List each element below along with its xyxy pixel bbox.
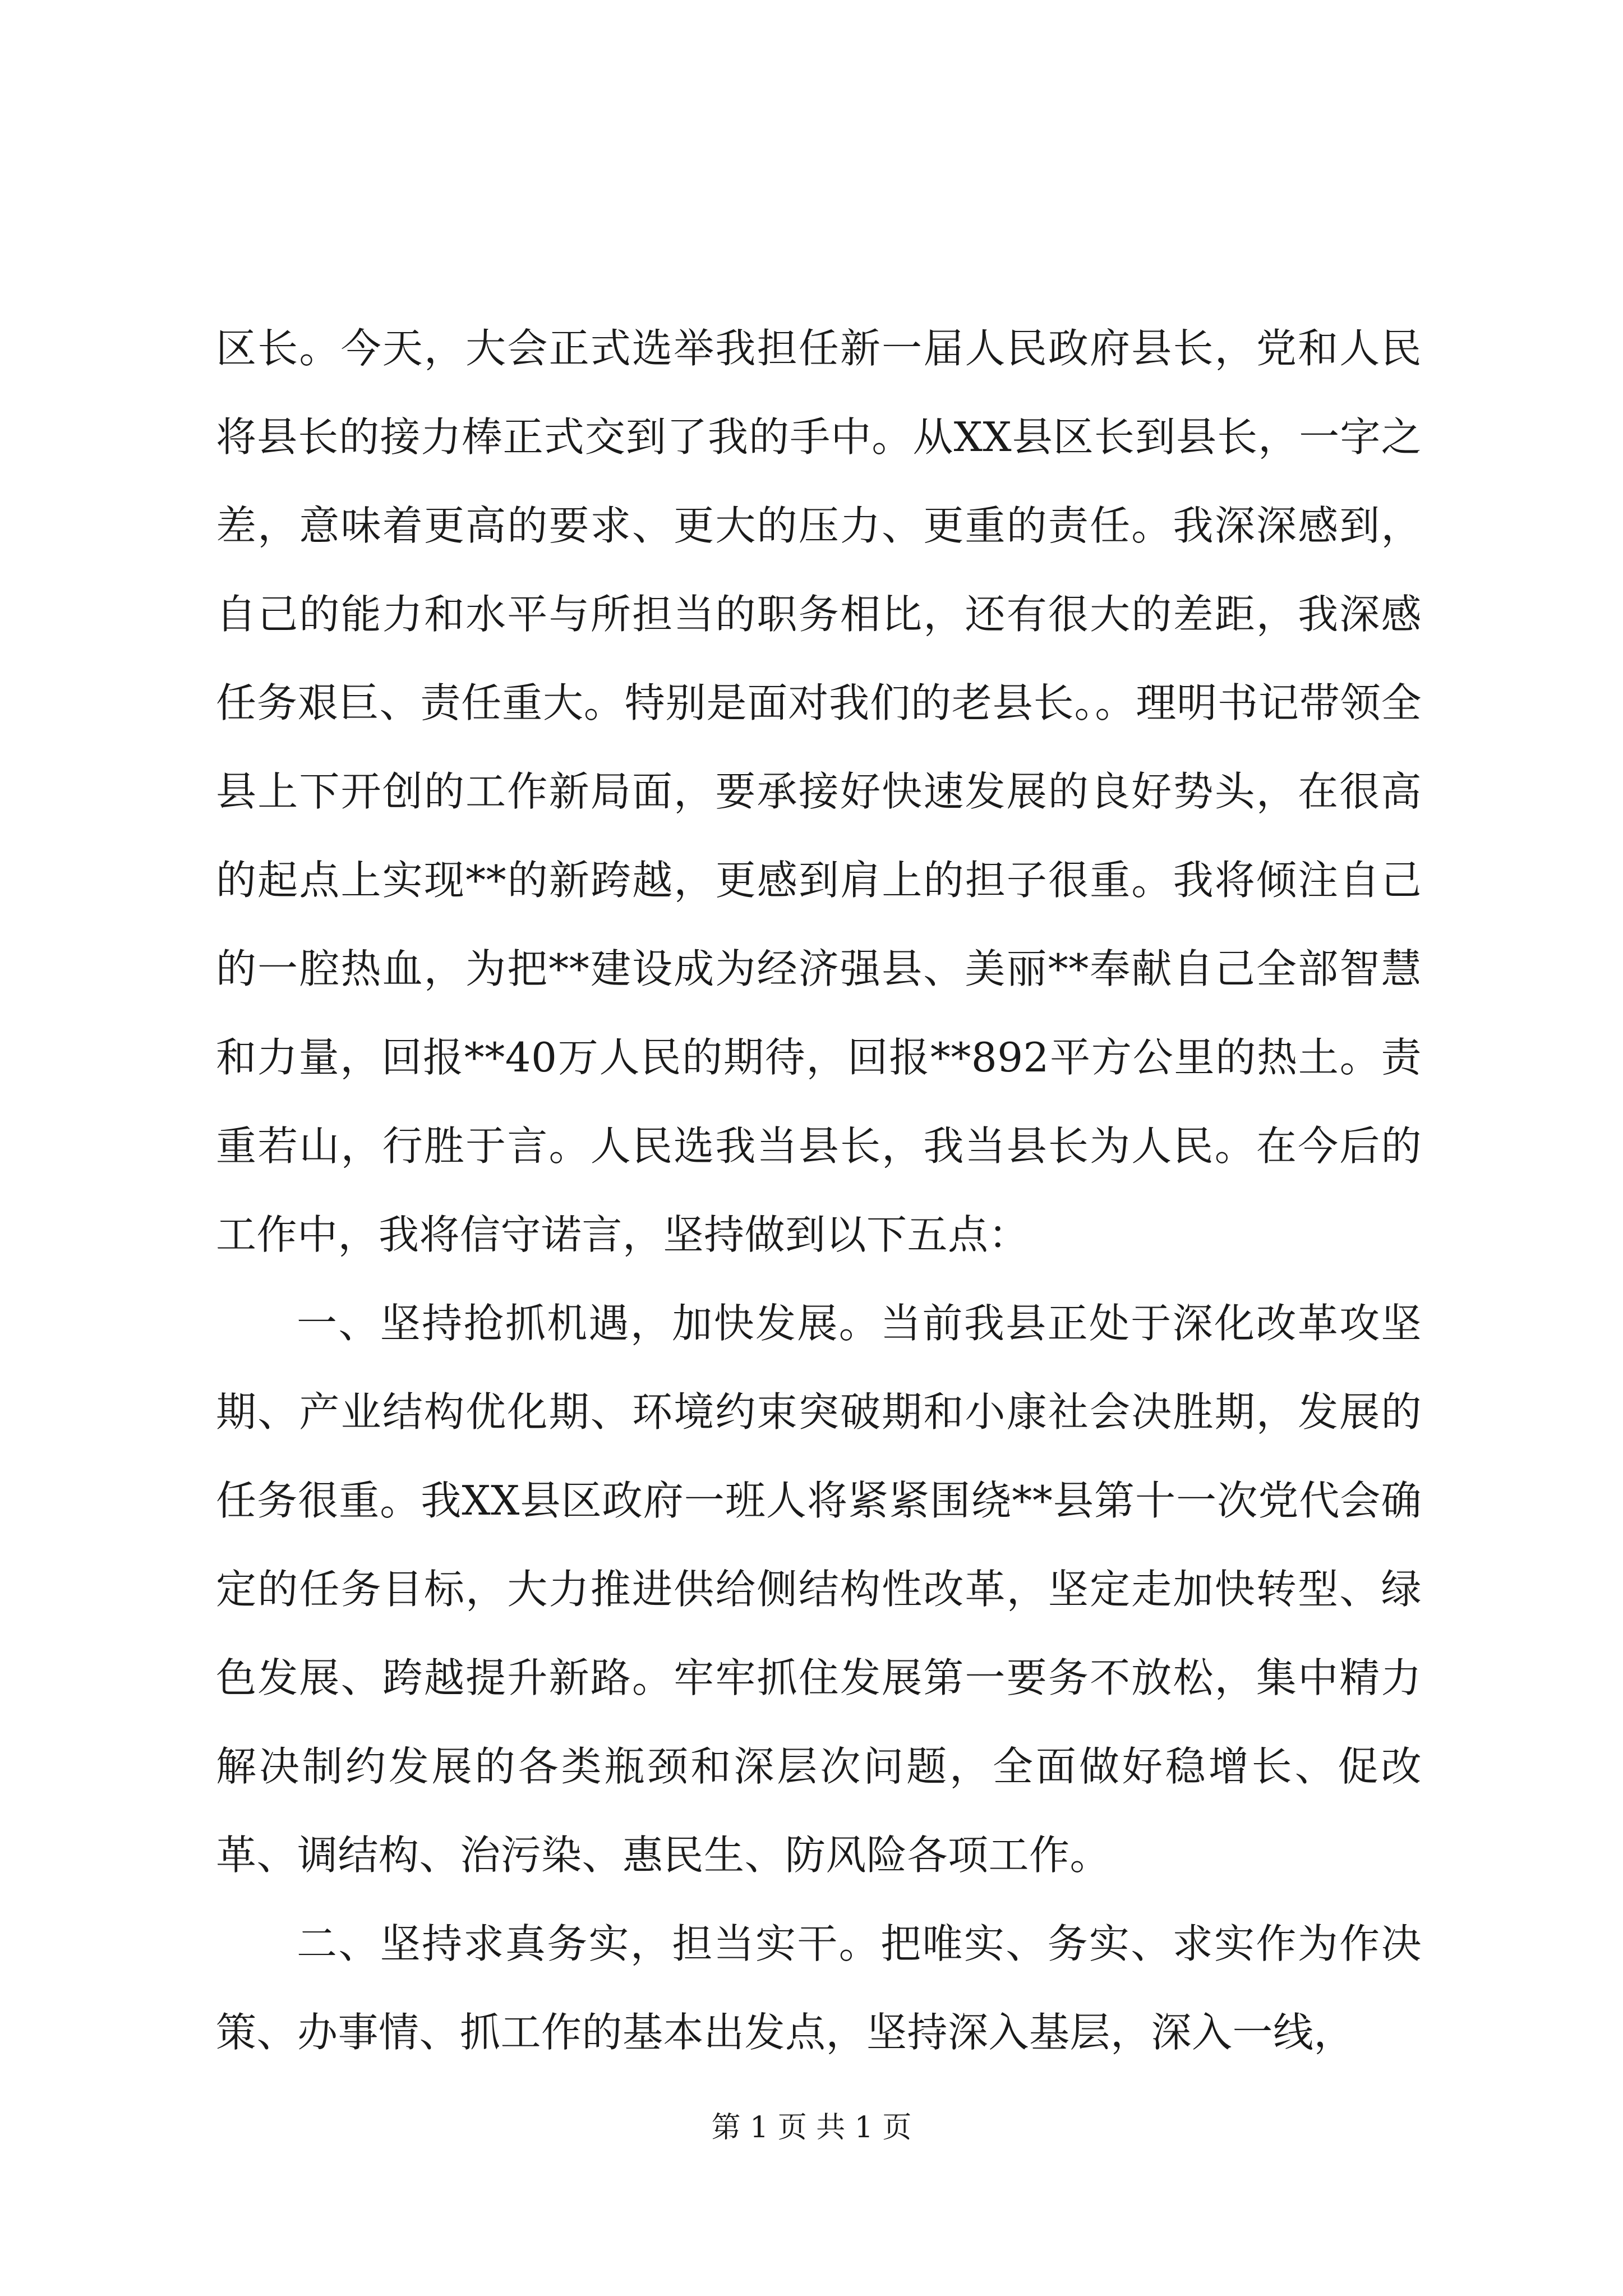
page-footer: 第 1 页 共 1 页 <box>711 2111 912 2145</box>
paragraph-intro: 区长。今天，大会正式选举我担任新一届人民政府县长，党和人民将县长的接力棒正式交到了我的手中。从XX县区长到县长，一字之差，意味着更高的要求、更大的压力、更重的责任。我深深感到，自己的能力和水平与所担当的职务相比，还有很大的差距，我深感任务艰巨、责任重大。特别是面对我们的老县长。。理明书记带领全县上下开创的工作新局面，要承接好快速发展的良好势头，在很高的起点上实现**的新跨越，更感到肩上的担子很重。我将倾注自己的一腔热血，为把**建设成为经济强县、美丽**奉献自己全部智慧和力量，回报**40万人民的期待，回报**892平方公里的热土。责重若山，行胜于言。人民选我当县长，我当县长为人民。在今后的工作中，我将信守诺言，坚持做到以下五点： <box>216 325 1422 1258</box>
paragraph-point-one: 一、坚持抢抓机遇，加快发展。当前我县正处于深化改革攻坚期、产业结构优化期、环境约束突破期和小康社会决胜期，发展的任务很重。我XX县区政府一班人将紧紧围绕**县第十一次党代会确定的任务目标，大力推进供给侧结构性改革，坚定走加快转型、绿色发展、跨越提升新路。牢牢抓住发展第一要务不放松，集中精力解决制约发展的各类瓶颈和深层次问题，全面做好稳增长、促改革、调结构、治污染、惠民生、防风险各项工作。 <box>216 1300 1422 1879</box>
paragraph-point-two: 二、坚持求真务实，担当实干。把唯实、务实、求实作为作决策、办事情、抓工作的基本出发点，坚持深入基层，深入一线， <box>216 1920 1422 2056</box>
document-body <box>216 304 1422 2077</box>
